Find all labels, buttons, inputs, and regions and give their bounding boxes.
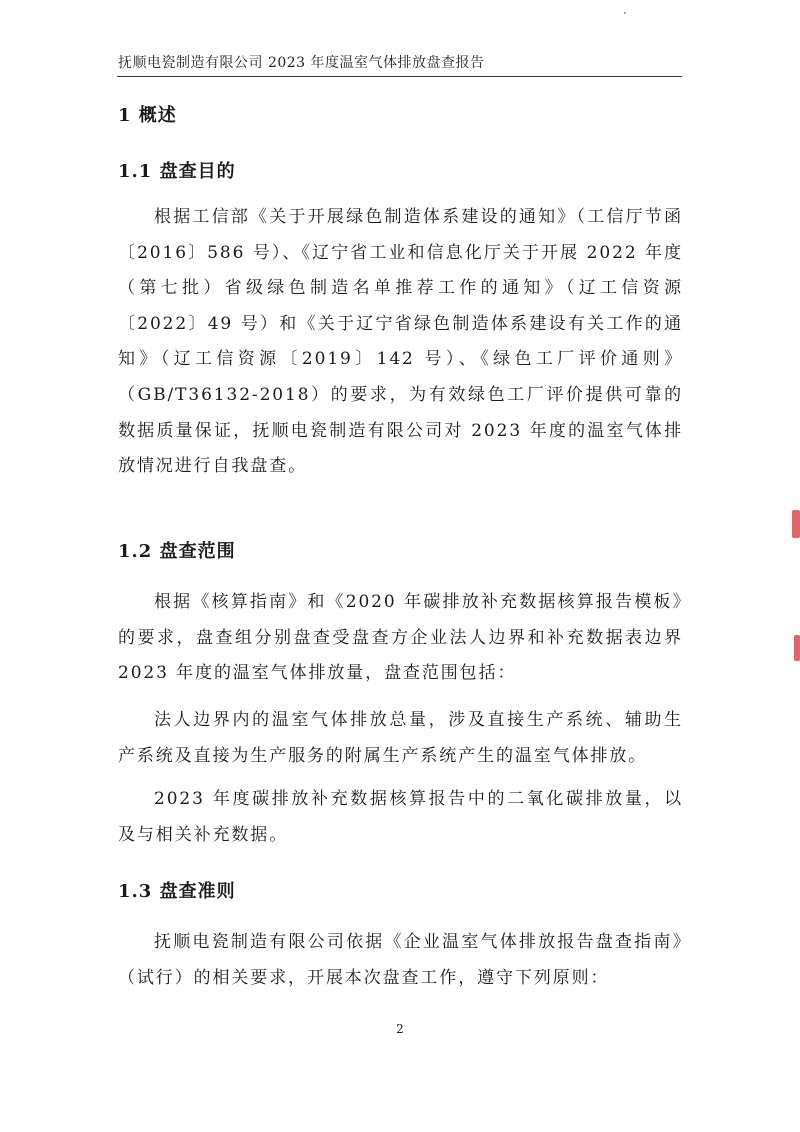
section-1-2-heading: 1.2 盘查范围: [118, 541, 236, 562]
header-rule: [117, 76, 682, 77]
page-number: 2: [396, 1022, 404, 1036]
section-1-3-paragraph: 抚顺电瓷制造有限公司依据《企业温室气体排放报告盘查指南》（试行）的相关要求，开展本次盘查工作，遵守下列原则：: [118, 932, 683, 988]
section-1-2-paragraph-2: 法人边界内的温室气体排放总量，涉及直接生产系统、辅助生产系统及直接为生产服务的附属生产系统产生的温室气体排放。: [118, 710, 683, 766]
section-1-1-paragraph: 根据工信部《关于开展绿色制造体系建设的通知》（工信厅节函〔2016〕586 号）、《辽宁省工业和信息化厅关于开展 2022 年度（第七批）省级绿色制造名单推荐工作的通知》（辽工信资源〔2022〕49 号）和《关于辽宁省绿色制造体系建设有关工作的通知》（辽工信资源〔2019〕142 号）、《绿色工厂评价通则》（GB/T36132-2018）的要求，为有效绿色工厂评价提供可靠的数据质量保证，抚顺电瓷制造有限公司对 2023 年度的温室气体排放情况进行自我盘查。: [118, 207, 683, 477]
seal-edge-mark-lower: [794, 635, 800, 661]
seal-edge-mark-upper: [792, 510, 800, 538]
scan-speck: [624, 12, 626, 14]
section-1-1-heading: 1.1 盘查目的: [118, 161, 236, 182]
section-1-2-paragraph-1: 根据《核算指南》和《2020 年碳排放补充数据核算报告模板》的要求，盘查组分别盘查受盘查方企业法人边界和补充数据表边界 2023 年度的温室气体排放量，盘查范围包括：: [118, 592, 683, 684]
running-header: 抚顺电瓷制造有限公司 2023 年度温室气体排放盘查报告: [118, 55, 485, 71]
section-1-heading: 1 概述: [118, 105, 177, 126]
section-1-3-heading: 1.3 盘查准则: [118, 881, 236, 902]
section-1-2-paragraph-3: 2023 年度碳排放补充数据核算报告中的二氧化碳排放量，以及与相关补充数据。: [118, 789, 683, 845]
